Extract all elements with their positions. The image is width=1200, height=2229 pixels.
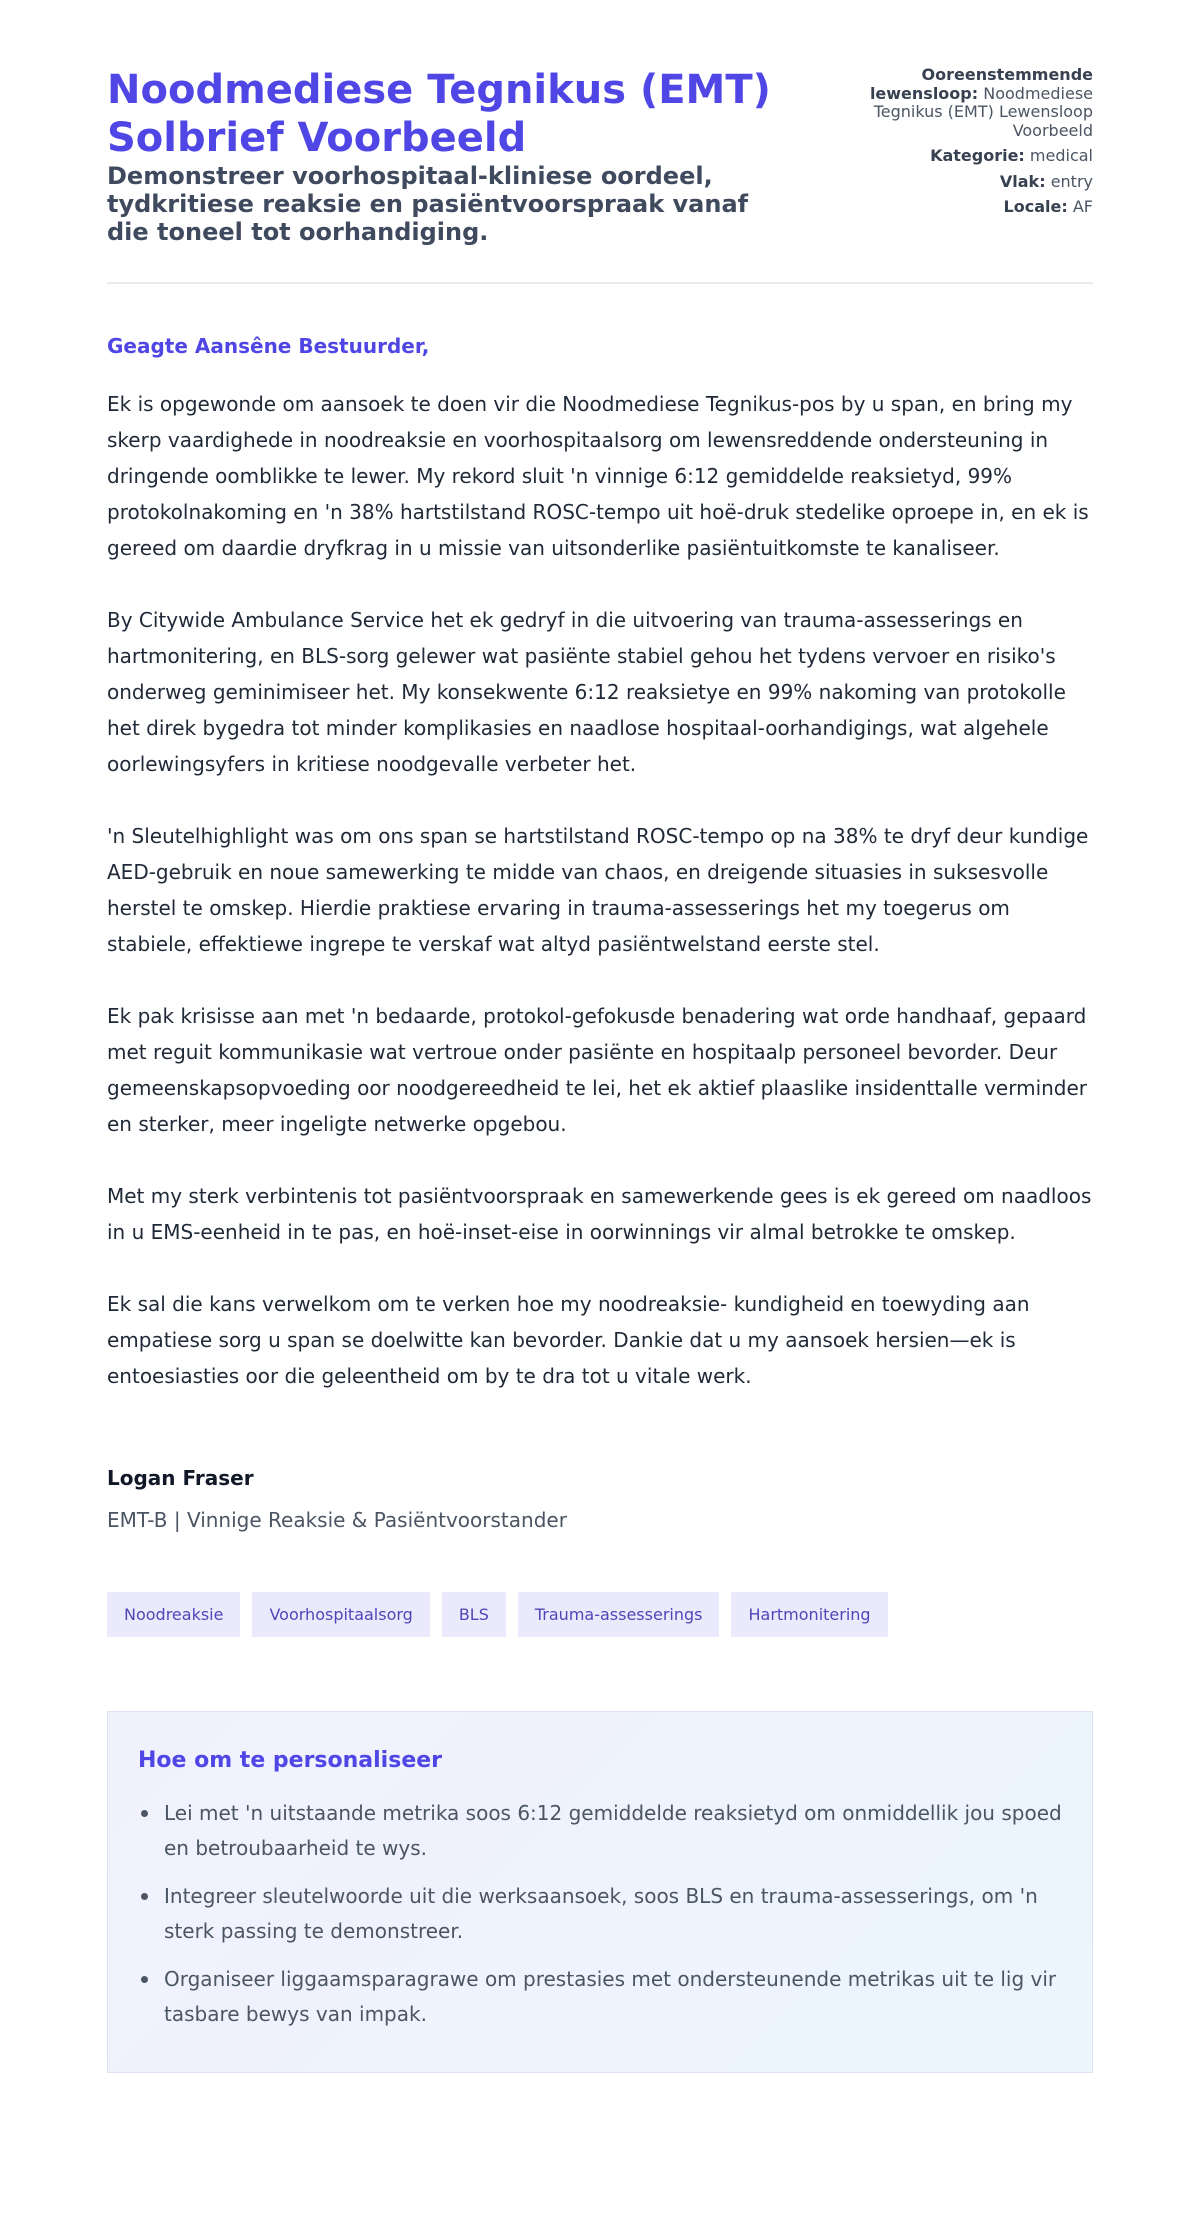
tips-list-item [138,1879,1062,1949]
body-paragraph: 'n Sleutelhighlight was om ons span se hartstilstand ROSC-tempo op na 38% te dryf deur kundige AED-gebruik en noue samewerking te midde van chaos, en dreigende situasies in suksesvolle herstel te omskep. Hierdie praktiese ervaring in trauma-assesserings het my toegerus om stabiele, effektiewe ingrepe te verskaf wat altyd pasiëntwelstand eerste stel. [107,824,1089,956]
body-paragraph: Met my sterk verbintenis tot pasiëntvoorspraak en samewerkende gees is ek gereed om naadloos in u EMS-eenheid in te pas, en hoë-inset-eise in oorwinnings vir almal betrokke te omskep. [107,1184,1092,1244]
meta-value: medical [1029,146,1093,165]
page-title: Noodmediese Tegnikus (EMT) Solbrief Voorbeeld [107,67,771,161]
skill-tag: Trauma-assesserings [518,1592,720,1637]
tips-list [138,1796,1062,2032]
personalization-tips-box [107,1711,1093,2073]
meta-label: Kategorie: [930,146,1025,165]
skill-tag: Hartmonitering [731,1592,887,1637]
tips-list-item [138,1962,1062,2032]
body-paragraph: By Citywide Ambulance Service het ek gedryf in die uitvoering van trauma-assesserings en hartmonitering, en BLS-sorg gelewer wat pasiënte stabiel gehou het tydens vervoer en risiko's onderweg geminimiseer het. My konsekwente 6:12 reaksietye en 99% nakoming van protokolle het direk bygedra tot minder komplikasies en naadlose hospitaal-oorhandigings, wat algehele oorlewingsyfers in kritiese noodgevalle verbeter het. [107,608,1066,776]
skill-tag: BLS [442,1592,506,1637]
meta-label: Ooreenstemmende lewensloop: [869,65,1093,103]
body-paragraph: Ek sal die kans verwelkom om te verken hoe my noodreaksie- kundigheid en toewyding aan empatiese sorg u span se doelwitte kan bevorder. Dankie dat u my aansoek hersien—ek is entoesiasties oor die geleentheid om by te dra tot u vitale werk. [107,1292,1030,1388]
header-title-block [107,66,797,246]
bullet-icon [141,1810,148,1817]
meta-value: AF [1072,197,1093,216]
tips-heading: Hoe om te personaliseer [138,1748,443,1773]
meta-value: Noodmediese Tegnikus (EMT) Lewensloop Voorbeeld [873,83,1093,140]
meta-level [843,173,1093,192]
signature-role: EMT-B | Vinnige Reaksie & Pasiëntvoorstander [107,1508,567,1532]
tip-text: Integreer sleutelwoorde uit die werksaansoek, soos BLS en trauma-assesserings, om 'n sterk passing te demonstreer. [164,1884,1038,1943]
meta-label: Locale: [1003,197,1068,216]
greeting: Geagte Aansêne Bestuurder, [107,334,430,358]
meta-locale [843,198,1093,217]
page-header [107,66,1093,284]
body-paragraph: Ek pak krisisse aan met 'n bedaarde, protokol-gefokusde benadering wat orde handhaaf, gepaard met reguit kommunikasie wat vertroue onder pasiënte en hospitaalp personeel bevorder. Deur gemeenskapsopvoeding oor noodgereedheid te lei, het ek aktief plaaslike insidenttalle verminder en sterker, meer ingeligte netwerke opgebou. [107,1004,1088,1136]
meta-category [843,147,1093,166]
meta-value: entry [1050,171,1093,191]
meta-panel [843,66,1093,224]
body-paragraph: Ek is opgewonde om aansoek te doen vir die Noodmediese Tegnikus-pos by u span, en bring my skerp vaardighede in noodreaksie en voorhospitaalsorg om lewensreddende ondersteuning in dringende oomblikke te lewer. My rekord sluit 'n vinnige 6:12 gemiddelde reaksietyd, 99% protokolnakoming en 'n 38% hartstilstand ROSC-tempo uit hoë-druk stedelike oproepe in, en ek is gereed om daardie dryfkrag in u missie van uitsonderlike pasiëntuitkomste te kanaliseer. [107,392,1089,560]
bullet-icon [141,1976,148,1983]
signature-block [107,1464,1093,1534]
signature-name: Logan Fraser [107,1466,254,1490]
page-subtitle: Demonstreer voorhospitaal-kliniese oordeel, tydkritiese reaksie en pasiëntvoorspraak vanaf die toneel tot oorhandiging. [107,162,749,246]
skill-tags [107,1592,1093,1637]
skill-tag: Voorhospitaalsorg [252,1592,429,1637]
tips-list-item [138,1796,1062,1866]
meta-matching-resume [843,66,1093,140]
skill-tag: Noodreaksie [107,1592,240,1637]
meta-label: Vlak: [999,171,1046,191]
tip-text: Lei met 'n uitstaande metrika soos 6:12 gemiddelde reaksietyd om onmiddellik jou spoed en betroubaarheid te wys. [164,1801,1062,1860]
tip-text: Organiseer liggaamsparagrawe om prestasies met ondersteunende metrikas uit te lig vir tasbare bewys van impak. [164,1967,1057,2026]
bullet-icon [141,1893,148,1900]
cover-letter-page [107,0,1093,2142]
letter-body [107,284,1093,1394]
